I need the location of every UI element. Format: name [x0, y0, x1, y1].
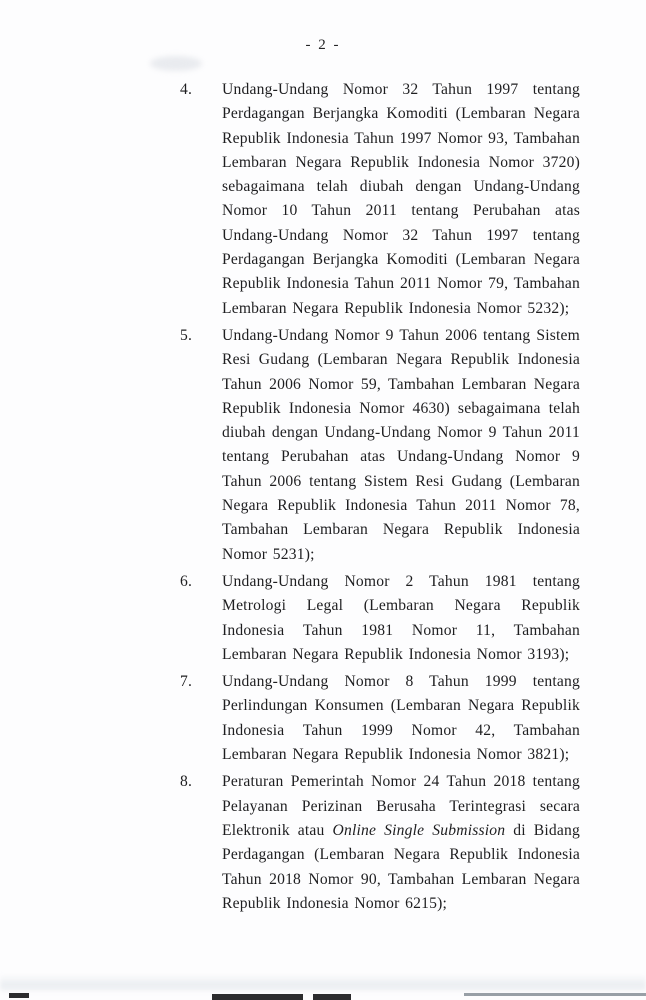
list-item: [180, 78, 580, 321]
item-number: 7.: [180, 673, 193, 691]
item-text: [222, 773, 580, 911]
text-segment: Undang-Undang Nomor 2 Tahun 1981 tentang Metrologi Legal (Lembaran Negara Republik Indonesia Tahun 1981 Nomor 11, Tambahan Lembaran Negara Republik Indonesia Nomor 3193);: [222, 572, 580, 663]
scan-artifact-line: [464, 993, 646, 996]
scan-smudge: [150, 56, 202, 71]
item-number: 4.: [180, 81, 193, 98]
scan-artifact-mark: [212, 994, 303, 1000]
italic-text-segment: Online Single Submission: [332, 821, 506, 839]
text-segment: Peraturan Pemerintah Nomor 24 Tahun 2018 tentang Pelayanan Perizinan Berusaha Terintegrasi secara Elektronik atau: [222, 773, 580, 839]
legal-citations-list: [180, 78, 580, 919]
scan-shadow-band: [0, 974, 646, 992]
page-number: - 2 -: [305, 37, 341, 53]
list-item: [180, 324, 580, 567]
item-number: 8.: [180, 773, 193, 791]
item-text: [222, 327, 580, 563]
text-segment: Undang-Undang Nomor 8 Tahun 1999 tentang Perlindungan Konsumen (Lembaran Negara Republik Indonesia Tahun 1999 Nomor 42, Tambahan Lembaran Negara Republik Indonesia Nomor 3821);: [222, 673, 580, 764]
scan-artifact-mark: [313, 994, 351, 1000]
text-segment: di Bidang Perdagangan (Lembaran Negara Republik Indonesia Tahun 2018 Nomor 90, Tambahan Lembaran Negara Republik Indonesia Nomor 6215);: [222, 821, 580, 912]
scan-artifact-mark: [9, 993, 29, 998]
item-number: 6.: [180, 572, 193, 590]
list-item: [180, 770, 580, 916]
text-segment: Undang-Undang Nomor 32 Tahun 1997 tentang Perdagangan Berjangka Komoditi (Lembaran Negara Republik Indonesia Tahun 1997 Nomor 93, Tambahan Lembaran Negara Republik Indonesia Nomor 3720) sebagaimana telah diubah dengan Undang-Undang Nomor 10 Tahun 2011 tentang Perubahan atas Undang-Undang Nomor 32 Tahun 1997 tentang Perdagangan Berjangka Komoditi (Lembaran Negara Republik Indonesia Tahun 2011 Nomor 79, Tambahan Lembaran Negara Republik Indonesia Nomor 5232);: [222, 81, 580, 317]
item-text: [222, 573, 580, 663]
list-item: [180, 570, 580, 667]
text-segment: Undang-Undang Nomor 9 Tahun 2006 tentang Sistem Resi Gudang (Lembaran Negara Republik Indonesia Tahun 2006 Nomor 59, Tambahan Lembaran Negara Republik Indonesia Nomor 4630) sebagaimana telah diubah dengan Undang-Undang Nomor 9 Tahun 2011 tentang Perubahan atas Undang-Undang Nomor 9 Tahun 2006 tentang Sistem Resi Gudang (Lembaran Negara Republik Indonesia Tahun 2011 Nomor 78, Tambahan Lembaran Negara Republik Indonesia Nomor 5231);: [222, 326, 580, 563]
list-item: [180, 670, 580, 767]
item-number: 5.: [180, 326, 193, 344]
item-text: [222, 673, 580, 763]
item-text: [222, 81, 580, 317]
